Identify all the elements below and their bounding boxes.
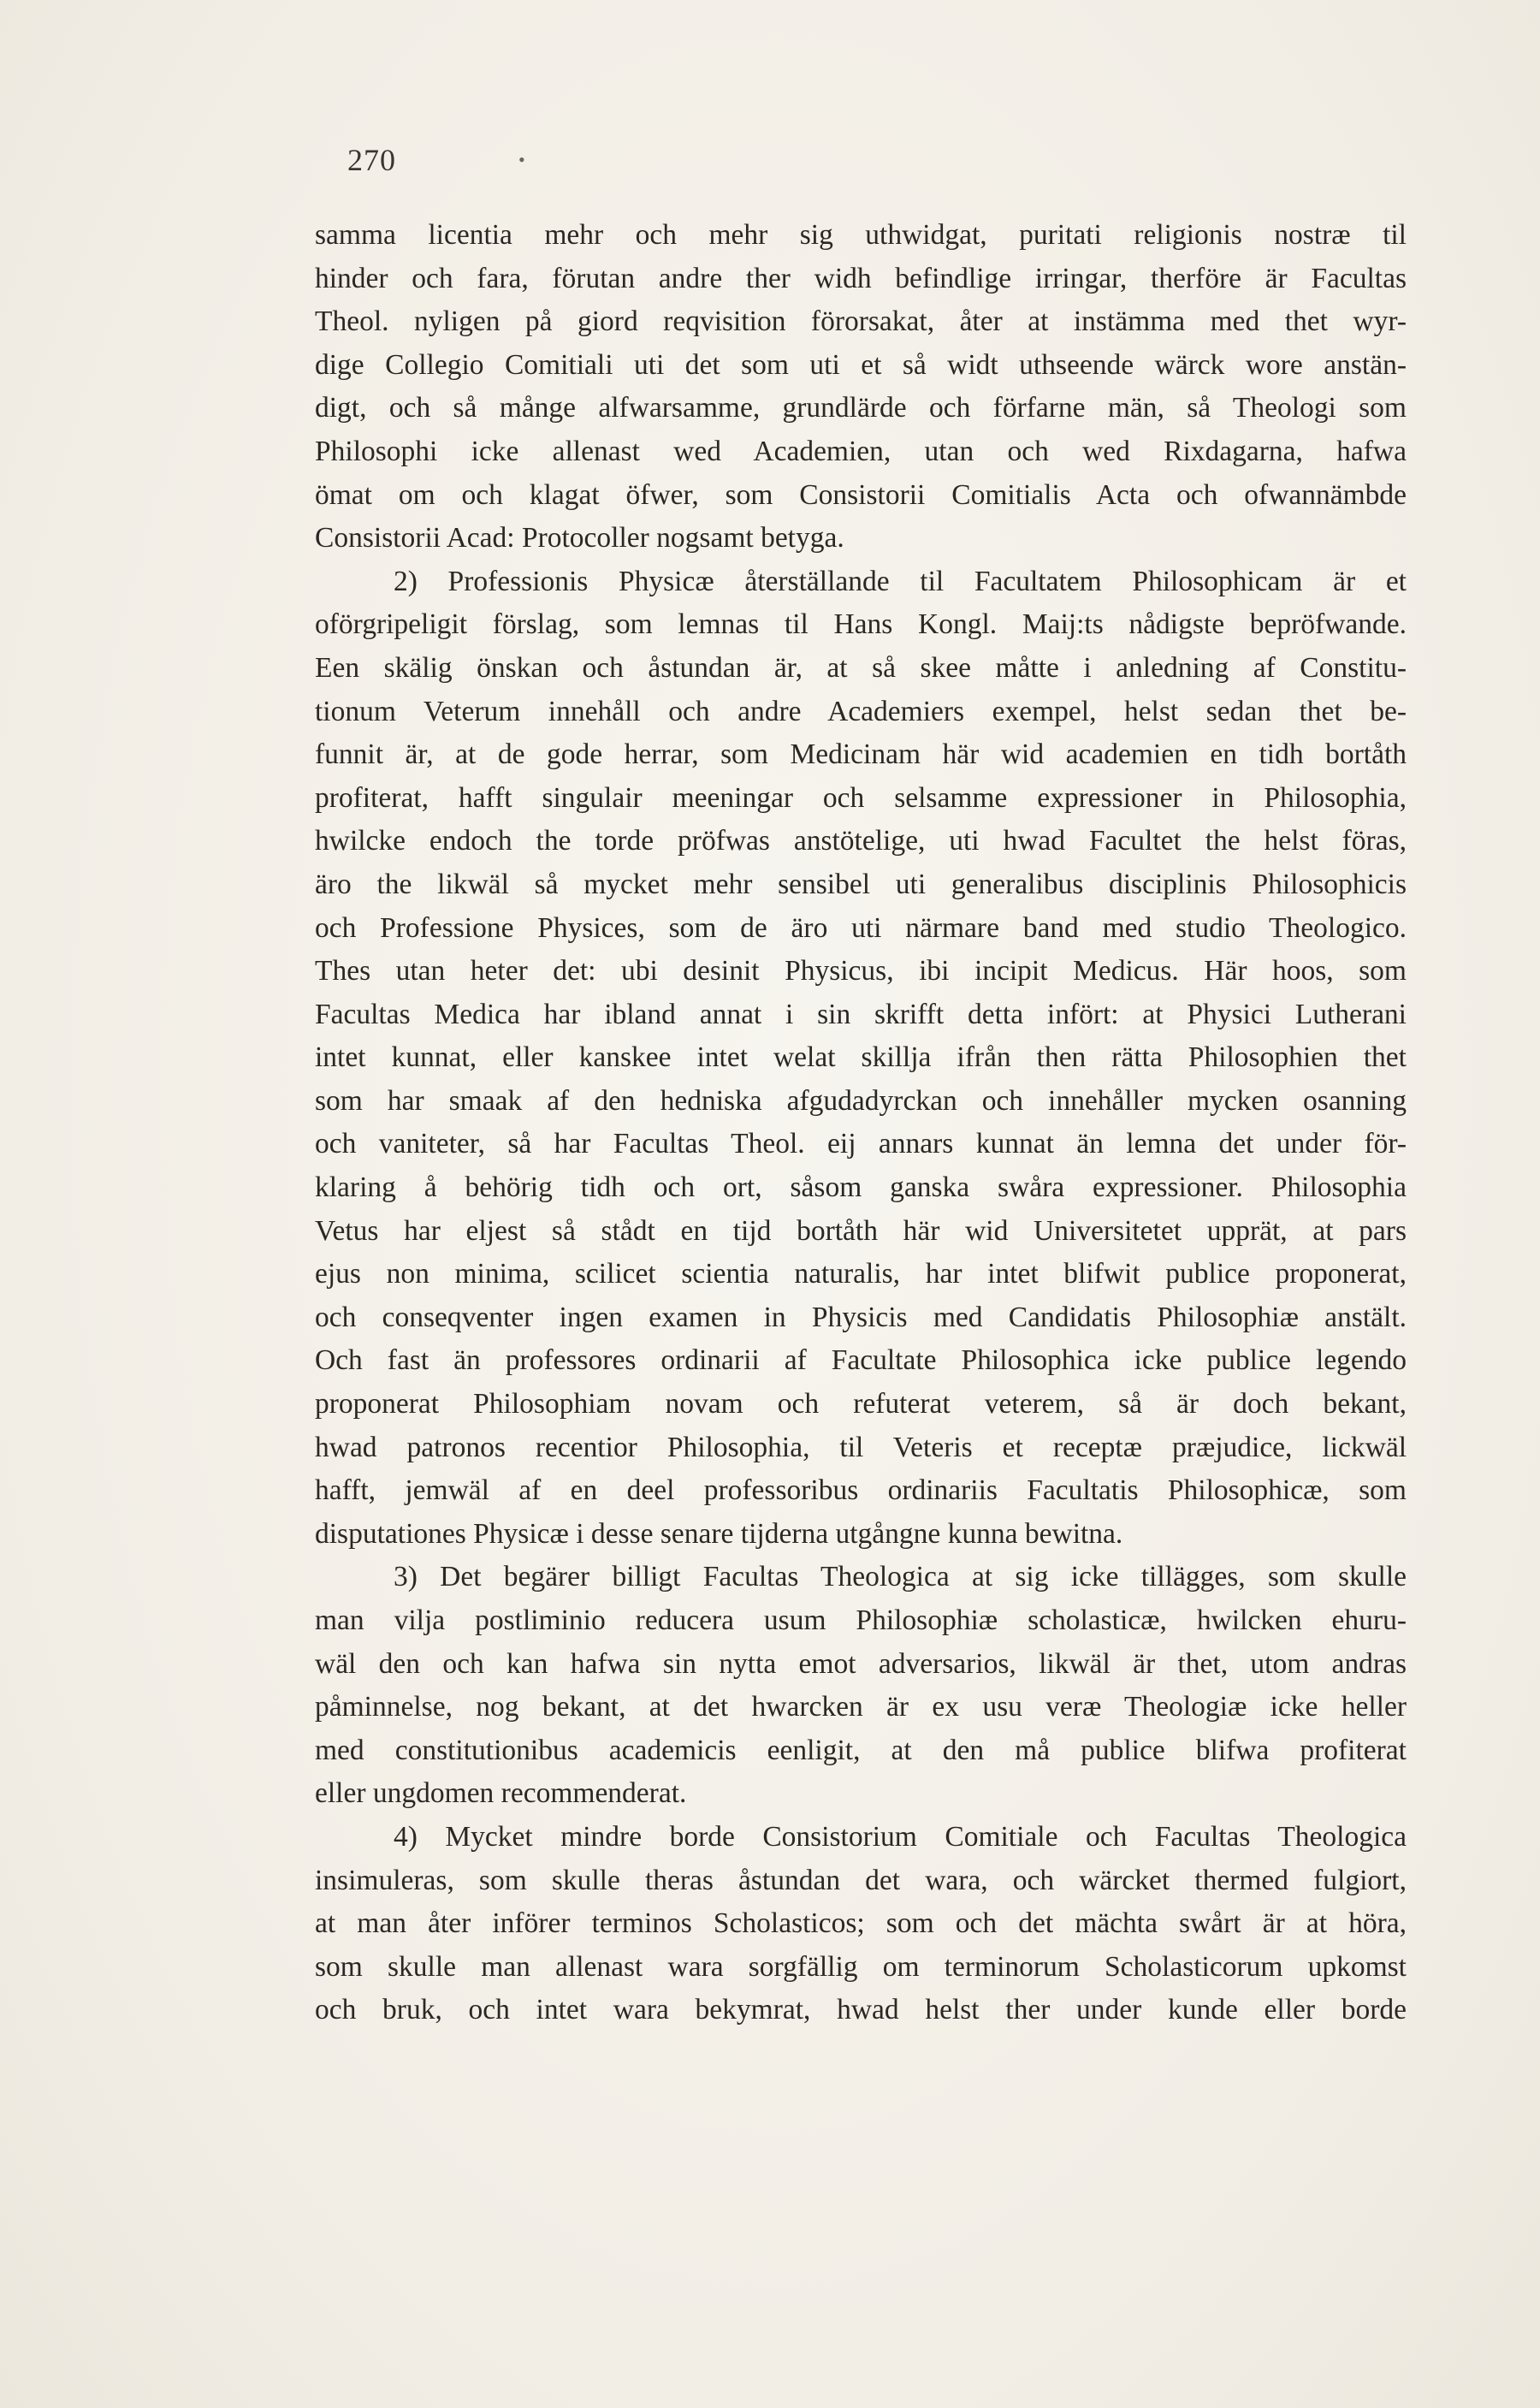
text-line: och Professione Physices, som de äro uti närmare band med studio Theologico.	[315, 911, 1407, 944]
text-line: dige Collegio Comitiali uti det som uti et så widt uthseende wärck wore anstän-	[315, 348, 1407, 381]
text-line: och vaniteter, så har Facultas Theol. eij annars kunnat än lemna det under för-	[315, 1128, 1407, 1160]
text-line: digt, och så månge alfwarsamme, grundlärde och förfarne män, så Theologi som	[315, 392, 1407, 424]
text-line: hwilcke endoch the torde pröfwas anstötelige, uti hwad Facultet the helst föras,	[315, 825, 1407, 857]
text-line: intet kunnat, eller kanskee intet welat skillja ifrån then rätta Philosophien thet	[315, 1041, 1407, 1074]
text-line: ejus non minima, scilicet scientia naturalis, har intet blifwit publice proponerat,	[315, 1258, 1407, 1290]
text-line: som har smaak af den hedniska afgudadyrckan och innehåller mycken osanning	[315, 1084, 1407, 1117]
text-line: Philosophi icke allenast wed Academien, utan och wed Rixdagarna, hafwa	[315, 435, 1407, 467]
text-line: samma licentia mehr och mehr sig uthwidgat, puritati religionis nostræ til	[315, 219, 1407, 251]
text-line: funnit är, at de gode herrar, som Medicinam här wid academien en tidh bortåth	[315, 738, 1407, 771]
text-line: påminnelse, nog bekant, at det hwarcken är ex usu veræ Theologiæ icke heller	[315, 1691, 1407, 1723]
text-line: tionum Veterum innehåll och andre Academiers exempel, helst sedan thet be-	[315, 695, 1407, 727]
text-line: som skulle man allenast wara sorgfällig om terminorum Scholasticorum upkomst	[315, 1950, 1407, 1983]
page-number: 270	[347, 143, 396, 177]
text-line: Vetus har eljest så stådt en tijd bortåth här wid Universitetet upprät, at pars	[315, 1214, 1407, 1247]
text-line: 3) Det begärer billigt Facultas Theologica at sig icke tillägges, som skulle	[394, 1561, 1407, 1593]
text-line: profiterat, hafft singulair meeningar och selsamme expressioner in Philosophia,	[315, 781, 1407, 814]
text-line: och bruk, och intet wara bekymrat, hwad helst ther under kunde eller borde	[315, 1994, 1407, 2026]
page-mark: •	[518, 149, 525, 170]
text-line: disputationes Physicæ i desse senare tijderna utgångne kunna bewitna.	[315, 1517, 1123, 1550]
text-line: klaring å behörig tidh och ort, såsom ganska swåra expressioner. Philosophia	[315, 1171, 1407, 1204]
text-line: Och fast än professores ordinarii af Facultate Philosophica icke publice legendo	[315, 1344, 1407, 1377]
text-line: proponerat Philosophiam novam och refuterat veterem, så är doch bekant,	[315, 1388, 1407, 1420]
text-line: man vilja postliminio reducera usum Philosophiæ scholasticæ, hwilcken ehuru-	[315, 1604, 1407, 1636]
text-line: eller ungdomen recommenderat.	[315, 1777, 687, 1810]
text-line: insimuleras, som skulle theras åstundan det wara, och wärcket thermed fulgiort,	[315, 1864, 1407, 1896]
text-line: 4) Mycket mindre borde Consistorium Comitiale och Facultas Theologica	[394, 1820, 1407, 1853]
text-line: Een skälig önskan och åstundan är, at så skee måtte i anledning af Constitu-	[315, 651, 1407, 684]
text-line: at man åter införer terminos Scholasticos; som och det mächta swårt är at höra,	[315, 1907, 1407, 1940]
text-line: Consistorii Acad: Protocoller nogsamt betyga.	[315, 522, 844, 555]
text-line: hinder och fara, förutan andre ther widh befindlige irringar, therföre är Facultas	[315, 262, 1407, 294]
text-line: äro the likwäl så mycket mehr sensibel uti generalibus disciplinis Philosophicis	[315, 868, 1407, 900]
text-line: oförgripeligit förslag, som lemnas til Hans Kongl. Maij:ts nådigste bepröfwande.	[315, 608, 1407, 641]
text-line: hafft, jemwäl af en deel professoribus ordinariis Facultatis Philosophicæ, som	[315, 1474, 1407, 1507]
body-text	[315, 214, 1407, 2032]
text-line: 2) Professionis Physicæ återställande til Facultatem Philosophicam är et	[394, 565, 1407, 597]
text-line: wäl den och kan hafwa sin nytta emot adversarios, likwäl är thet, utom andras	[315, 1647, 1407, 1680]
text-line: hwad patronos recentior Philosophia, til Veteris et receptæ præjudice, lickwäl	[315, 1431, 1407, 1463]
text-line: Theol. nyligen på giord reqvisition förorsakat, åter at instämma med thet wyr-	[315, 305, 1407, 338]
text-line: Thes utan heter det: ubi desinit Physicus, ibi incipit Medicus. Här hoos, som	[315, 955, 1407, 988]
text-line: med constitutionibus academicis eenligit, at den må publice blifwa profiterat	[315, 1734, 1407, 1766]
text-line: och conseqventer ingen examen in Physicis med Candidatis Philosophiæ anstält.	[315, 1301, 1407, 1333]
text-line: Facultas Medica har ibland annat i sin skrifft detta infört: at Physici Lutherani	[315, 998, 1407, 1030]
text-line: ömat om och klagat öfwer, som Consistorii Comitialis Acta och ofwannämbde	[315, 478, 1407, 511]
